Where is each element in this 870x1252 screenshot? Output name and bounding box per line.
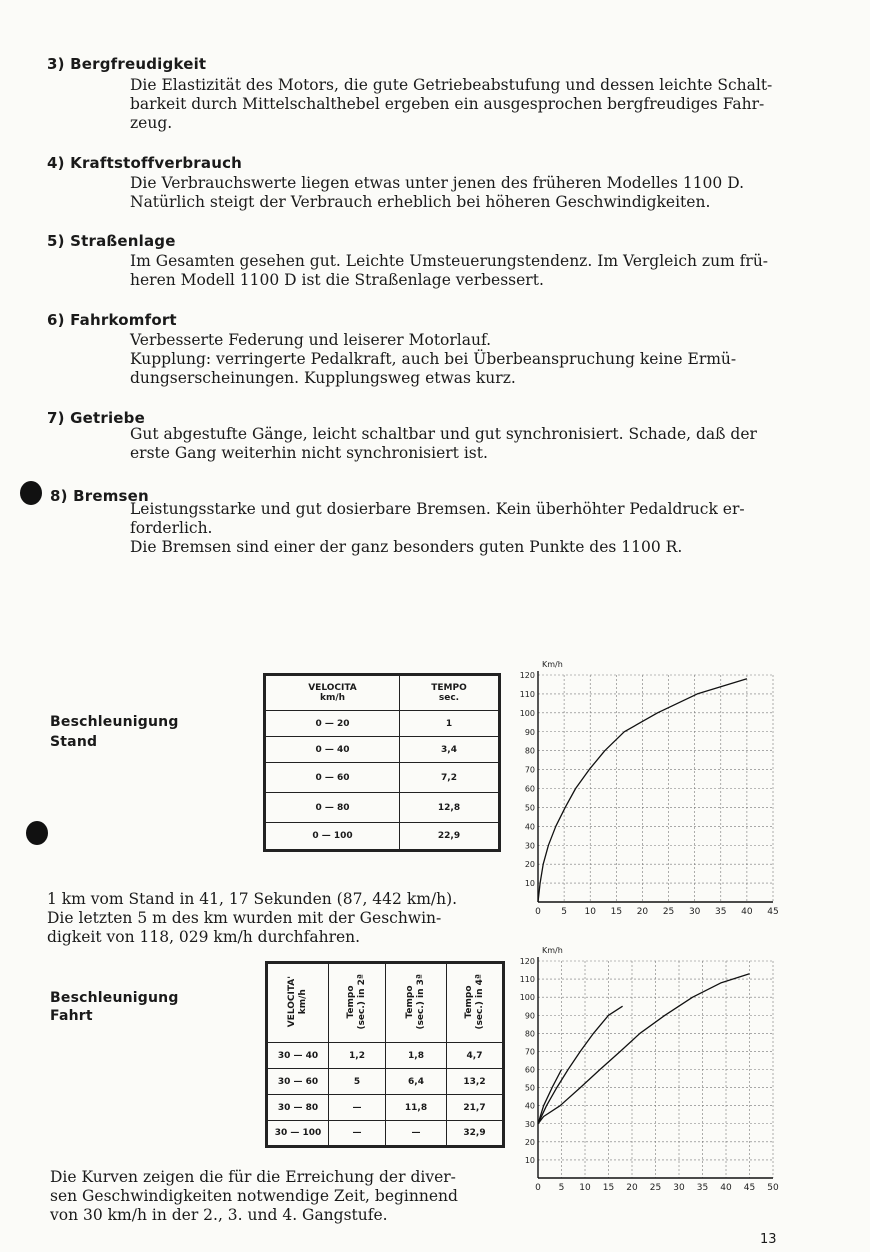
text-line: Leistungsstarke und gut dosierbare Bremsen. Kein überhöhter Pedaldruck er- <box>130 500 745 518</box>
stand-header-tempo: TEMPO sec. <box>400 675 500 711</box>
x-tick-label: 45 <box>743 1183 756 1193</box>
text-line: sen Geschwindigkeiten notwendige Zeit, beginnend <box>50 1187 458 1205</box>
x-tick-label: 25 <box>649 1183 662 1193</box>
heading-fahrkomfort: 6) Fahrkomfort <box>47 311 177 329</box>
table-cell: 30 — 40 <box>267 1043 329 1069</box>
text-line: Die Kurven zeigen die für die Erreichung der diver- <box>50 1168 456 1186</box>
x-tick-label: 50 <box>767 1183 779 1193</box>
x-tick-label: 20 <box>626 1183 638 1193</box>
stand-label-line2: Stand <box>50 734 98 750</box>
y-tick-label: 10 <box>524 1155 535 1165</box>
y-tick-label: 10 <box>524 879 535 889</box>
y-tick-label: 90 <box>524 1011 535 1021</box>
x-tick-label: 10 <box>579 1183 591 1193</box>
y-tick-label: 70 <box>524 765 535 775</box>
heading-kraftstoffverbrauch: 4) Kraftstoffverbrauch <box>47 154 243 172</box>
y-axis-label: Km/h <box>542 660 563 669</box>
x-tick-label: 40 <box>741 907 753 917</box>
page-number: 13 <box>760 1232 777 1247</box>
table-cell: 30 — 60 <box>267 1069 329 1095</box>
series-line-2 <box>538 1006 623 1124</box>
table-cell: 0 — 40 <box>265 737 400 763</box>
y-tick-label: 20 <box>524 1137 535 1147</box>
x-tick-label: 15 <box>602 1183 615 1193</box>
x-tick-label: 30 <box>688 907 701 917</box>
y-tick-label: 30 <box>524 1119 535 1129</box>
y-tick-label: 40 <box>524 1101 535 1111</box>
x-tick-label: 15 <box>610 907 623 917</box>
text-line: barkeit durch Mittelschalthebel ergeben ein ausgesprochen bergfreudiges Fahr- <box>130 95 765 113</box>
text-line: Verbesserte Federung und leiserer Motorlauf. <box>130 331 492 349</box>
header-text: Tempo (sec.) in 4ª <box>463 973 485 1030</box>
table-cell: 7,2 <box>400 763 500 793</box>
x-tick-label: 10 <box>584 907 596 917</box>
y-tick-label: 80 <box>524 746 535 756</box>
y-tick-label: 90 <box>524 727 535 737</box>
fahrt-header-tempo2 <box>329 963 386 1043</box>
table-cell: 0 — 100 <box>265 823 400 851</box>
fahrt-header-velocita <box>267 963 329 1043</box>
text-line: erste Gang weiterhin nicht synchronisiert ist. <box>130 444 488 462</box>
y-tick-label: 100 <box>519 993 535 1003</box>
y-tick-label: 50 <box>524 1083 535 1093</box>
stand-header-velocita: VELOCITA km/h <box>265 675 400 711</box>
y-tick-label: 30 <box>524 841 535 851</box>
x-tick-label: 25 <box>662 907 675 917</box>
table-cell: 0 — 20 <box>265 711 400 737</box>
table-cell: 5 <box>329 1069 386 1095</box>
x-tick-label: 40 <box>720 1183 732 1193</box>
y-tick-label: 60 <box>524 1065 535 1075</box>
heading-bremsen: 8) Bremsen <box>50 487 149 505</box>
text-line: Die Bremsen sind einer der ganz besonders guten Punkte des 1100 R. <box>130 538 683 556</box>
x-tick-label: 5 <box>558 1183 565 1193</box>
stand-acceleration-chart <box>500 655 790 940</box>
stand-label <box>50 712 179 752</box>
fahrt-label-line2: Fahrt <box>50 1008 93 1024</box>
fahrt-label <box>50 989 179 1025</box>
header-text: VELOCITA' km/h <box>287 975 308 1028</box>
table-cell: 30 — 100 <box>267 1121 329 1147</box>
fahrt-table <box>265 961 505 1148</box>
punch-hole-bottom <box>26 821 48 845</box>
table-cell: 1 <box>400 711 500 737</box>
table-cell: 0 — 80 <box>265 793 400 823</box>
text-line: heren Modell 1100 D ist die Straßenlage verbessert. <box>130 271 544 289</box>
text-line: forderlich. <box>130 519 213 537</box>
text-line: Die Elastizität des Motors, die gute Getriebeabstufung und dessen leichte Schalt- <box>130 76 773 94</box>
table-cell: — <box>329 1121 386 1147</box>
x-tick-label: 35 <box>696 1183 709 1193</box>
fahrt-acceleration-chart <box>500 945 790 1205</box>
table-cell: 12,8 <box>400 793 500 823</box>
x-tick-label: 45 <box>767 907 779 917</box>
y-tick-label: 20 <box>524 860 535 870</box>
text-line: Kupplung: verringerte Pedalkraft, auch bei Überbeanspruchung keine Ermü- <box>130 350 737 368</box>
fahrt-header-tempo4 <box>447 963 504 1043</box>
text-line: Die letzten 5 m des km wurden mit der Geschwin- <box>47 909 442 927</box>
text-line: 1 km vom Stand in 41, 17 Sekunden (87, 442 km/h). <box>47 890 458 908</box>
table-cell: 6,4 <box>386 1069 447 1095</box>
table-cell: 3,4 <box>400 737 500 763</box>
table-cell: — <box>329 1095 386 1121</box>
y-tick-label: 120 <box>519 671 535 680</box>
heading-strassenlage: 5) Straßenlage <box>47 232 176 250</box>
fahrt-note <box>50 1168 490 1225</box>
table-cell: — <box>386 1121 447 1147</box>
text-line: Im Gesamten gesehen gut. Leichte Umsteuerungstendenz. Im Vergleich zum frü- <box>130 252 769 270</box>
table-cell: 4,7 <box>447 1043 504 1069</box>
text-line: zeug. <box>130 114 173 132</box>
stand-label-line1: Beschleunigung <box>50 714 179 730</box>
y-tick-label: 80 <box>524 1029 535 1039</box>
text-line: digkeit von 118, 029 km/h durchfahren. <box>47 928 361 946</box>
x-tick-label: 0 <box>535 907 541 917</box>
stand-table <box>263 673 501 852</box>
table-cell: 21,7 <box>447 1095 504 1121</box>
heading-bergfreudigkeit: 3) Bergfreudigkeit <box>47 55 207 73</box>
x-tick-label: 0 <box>535 1183 541 1193</box>
y-tick-label: 40 <box>524 822 535 832</box>
y-tick-label: 60 <box>524 784 535 794</box>
table-cell: 1,8 <box>386 1043 447 1069</box>
table-cell: 22,9 <box>400 823 500 851</box>
y-axis-label: Km/h <box>542 946 563 955</box>
table-cell: 11,8 <box>386 1095 447 1121</box>
table-cell: 32,9 <box>447 1121 504 1147</box>
y-tick-label: 70 <box>524 1047 535 1057</box>
x-tick-label: 5 <box>561 907 567 917</box>
header-text: Tempo (sec.) in 2ª <box>346 973 367 1030</box>
x-tick-label: 20 <box>636 907 649 917</box>
series-line-3 <box>538 974 750 1124</box>
fahrt-header-tempo3 <box>386 963 447 1043</box>
heading-getriebe: 7) Getriebe <box>47 409 145 427</box>
text-line: Natürlich steigt der Verbrauch erheblich bei höheren Geschwindigkeiten. <box>130 193 711 211</box>
header-text: Tempo (sec.) in 3ª <box>405 973 426 1030</box>
y-tick-label: 110 <box>519 975 535 985</box>
text-line: Die Verbrauchswerte liegen etwas unter jenen des früheren Modelles 1100 D. <box>130 174 745 192</box>
y-tick-label: 100 <box>519 708 535 718</box>
y-tick-label: 50 <box>524 803 535 813</box>
y-tick-label: 110 <box>519 689 535 699</box>
punch-hole-top <box>20 481 42 505</box>
table-cell: 13,2 <box>447 1069 504 1095</box>
x-tick-label: 30 <box>673 1183 685 1193</box>
stand-note <box>47 890 487 947</box>
table-cell: 0 — 60 <box>265 763 400 793</box>
text-line: dungserscheinungen. Kupplungsweg etwas kurz. <box>130 369 516 387</box>
text-line: von 30 km/h in der 2., 3. und 4. Gangstufe. <box>50 1206 388 1224</box>
table-cell: 1,2 <box>329 1043 386 1069</box>
text-line: Gut abgestufte Gänge, leicht schaltbar und gut synchronisiert. Schade, daß der <box>130 425 757 443</box>
y-tick-label: 120 <box>519 957 535 966</box>
fahrt-label-line1: Beschleunigung <box>50 990 179 1006</box>
table-cell: 30 — 80 <box>267 1095 329 1121</box>
x-tick-label: 35 <box>715 907 727 917</box>
